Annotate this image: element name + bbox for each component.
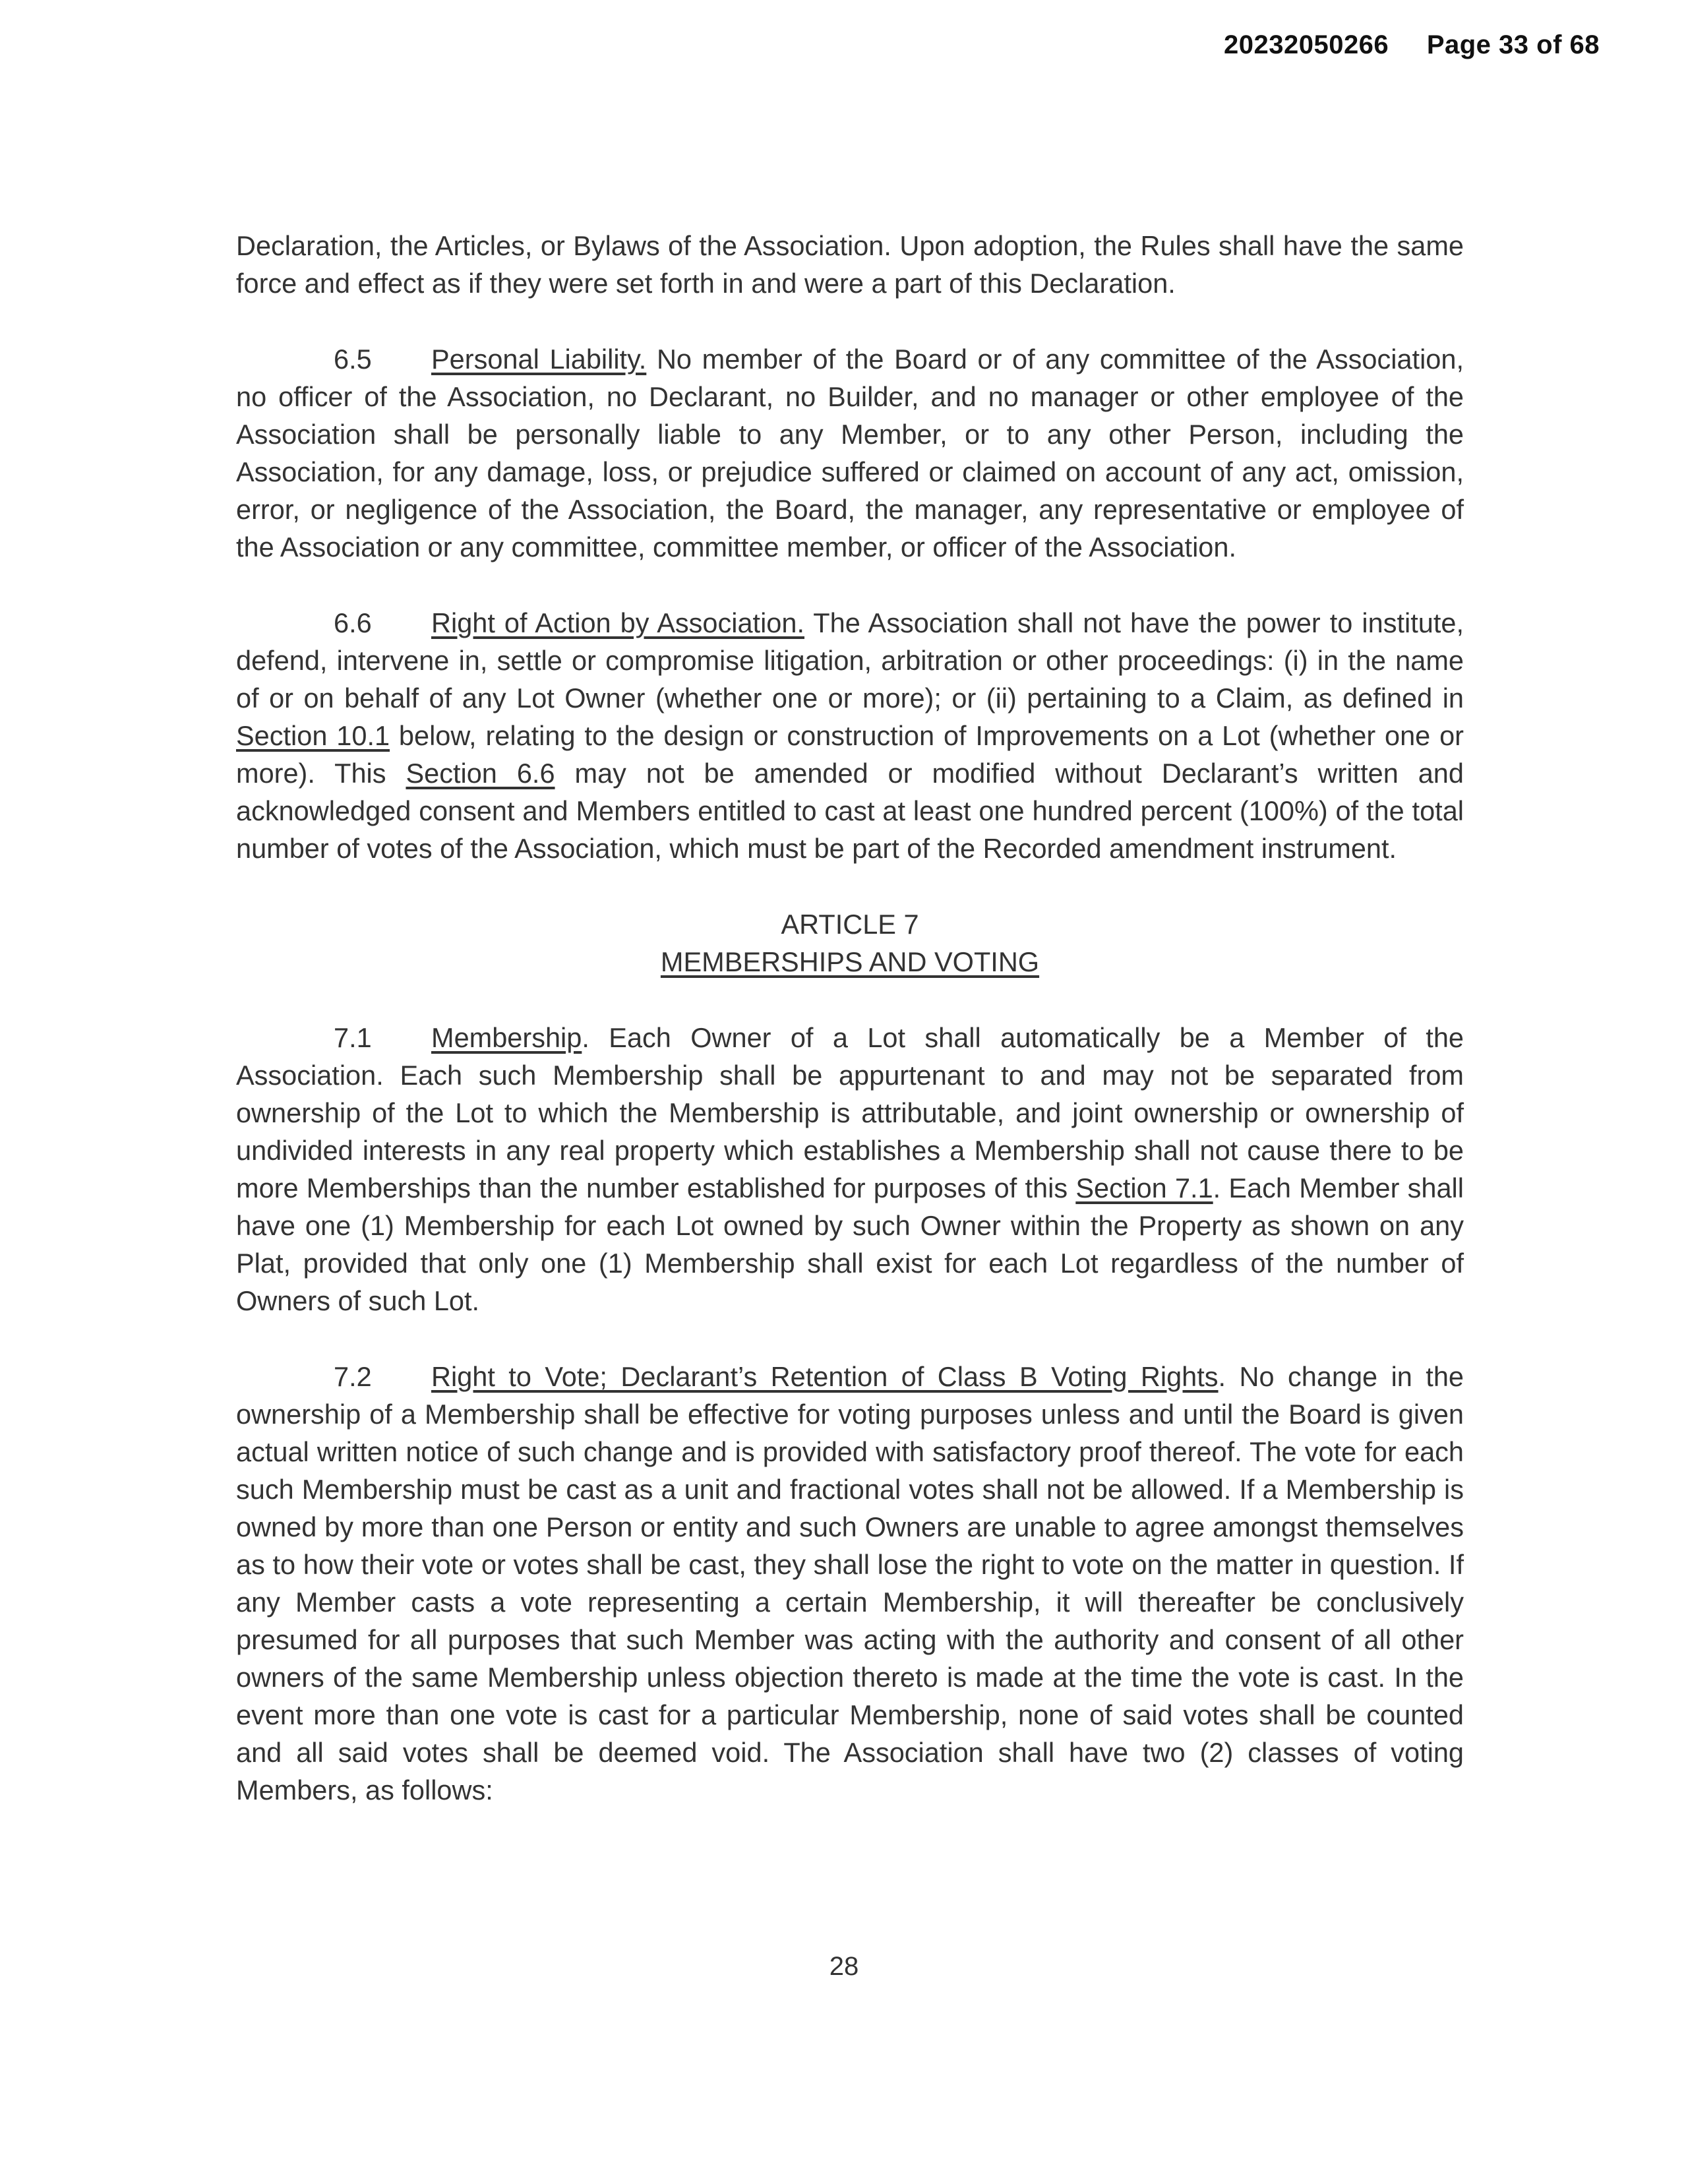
article-title: MEMBERSHIPS AND VOTING [660,946,1040,977]
section-number: 7.2 [334,1361,372,1392]
section-reference: Section 7.1 [1075,1172,1213,1203]
section-text: No member of the Board or of any committee of the Association, no officer of the Association, no Declarant, no Builder, and no manager or other employee of the Association shall be personally liable to any Member, or to any other Person, including the Association, for any damage, loss, or prejudice suffered or claimed on account of any act, omission, error, or negligence of the Association, the Board, the manager, any representative or employee of the Association or any committee, committee member, or officer of the Association. [236,344,1464,562]
section-reference: Section 6.6 [406,758,555,789]
section-number: 6.6 [334,607,372,638]
section-text: below, relating to the design or construction of Improvements on a Lot (whether one or more). This [236,720,1464,789]
section-title: Membership [431,1022,582,1053]
document-body [236,227,1464,1847]
section-reference: Section 10.1 [236,720,390,751]
section-title: Right to Vote; Declarant’s Retention of Class B Voting Rights [431,1361,1219,1392]
section-title: Right of Action by Association. [431,607,804,638]
section-title: Personal Liability. [431,344,647,375]
section-text: may not be amended or modified without Declarant’s written and acknowledged consent and Members entitled to cast at least one hundred percent (100%) of the total number of votes of the Association, which must be part of the Recorded amendment instrument. [236,758,1464,864]
section-text: . No change in the ownership of a Membership shall be effective for voting purposes unless and until the Board is given actual written notice of such change and is provided with satisfactory proof thereof. The vote for each such Membership must be cast as a unit and fractional votes shall not be allowed. If a Membership is owned by more than one Person or entity and such Owners are unable to agree amongst themselves as to how their vote or votes shall be cast, they shall lose the right to vote on the matter in question. If any Member casts a vote representing a certain Membership, it will thereafter be conclusively presumed for all purposes that such Member was acting with the authority and consent of all other owners of the same Membership unless objection thereto is made at the time the vote is cast. In the event more than one vote is cast for a particular Membership, none of said votes shall be counted and all said votes shall be deemed void. The Association shall have two (2) classes of voting Members, as follows: [236,1361,1464,1805]
page-label: Page 33 of 68 [1426,30,1600,59]
page-header [1224,30,1600,60]
section-7-1 [236,1019,1464,1320]
article-heading [236,905,1464,981]
section-text: . Each Owner of a Lot shall automatically be a Member of the Association. Each such Membership shall be appurtenant to and may not be separated from ownership of the Lot to which the Membership is attributable, and joint ownership or ownership of undivided interests in any real property which establishes a Membership shall not cause there to be more Memberships than the number established for purposes of this [236,1022,1464,1203]
page-number: 28 [829,1952,859,1981]
section-7-2 [236,1358,1464,1809]
section-6-6 [236,604,1464,867]
section-text: The Association shall not have the power to institute, defend, intervene in, settle or compromise litigation, arbitration or other proceedings: (i) in the name of or on behalf of any Lot Owner (whether one or more); or (ii) pertaining to a Claim, as defined in [236,607,1464,713]
article-label: ARTICLE 7 [781,909,919,940]
section-number: 7.1 [334,1022,372,1053]
intro-paragraph: Declaration, the Articles, or Bylaws of the Association. Upon adoption, the Rules shall have the same force and effect as if they were set forth in and were a part of this Declaration. [236,230,1464,299]
section-text: . Each Member shall have one (1) Membership for each Lot owned by such Owner within the Property as shown on any Plat, provided that only one (1) Membership shall exist for each Lot regardless of the number of Owners of such Lot. [236,1172,1464,1316]
section-number: 6.5 [334,344,372,375]
section-6-5 [236,340,1464,566]
document-number: 20232050266 [1223,30,1389,59]
